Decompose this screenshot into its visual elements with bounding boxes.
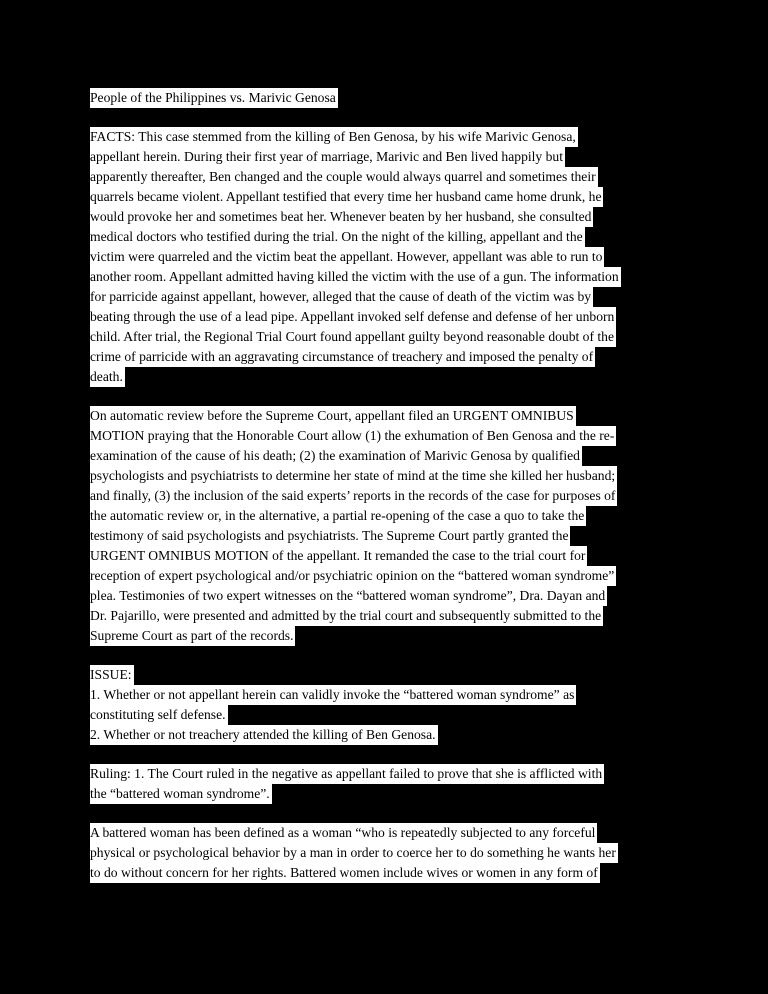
text-line: Dr. Pajarillo, were presented and admitted by the trial court and subsequently submitted to the — [90, 606, 690, 626]
text-line: the automatic review or, in the alternative, a partial re-opening of the case a quo to take the — [90, 506, 690, 526]
text-line: People of the Philippines vs. Marivic Genosa — [90, 88, 690, 108]
issue-heading: ISSUE: — [90, 665, 690, 685]
review-paragraph — [90, 406, 690, 646]
paragraph-gap — [90, 646, 690, 665]
text-line: testimony of said psychologists and psychiatrists. The Supreme Court partly granted the — [90, 526, 690, 546]
issue-section — [90, 665, 690, 745]
text-line: medical doctors who testified during the trial. On the night of the killing, appellant and the — [90, 227, 690, 247]
text-line: 1. Whether or not appellant herein can validly invoke the “battered woman syndrome” as — [90, 685, 690, 705]
paragraph-gap — [90, 745, 690, 764]
text-line: 2. Whether or not treachery attended the killing of Ben Genosa. — [90, 725, 690, 745]
text-line: another room. Appellant admitted having killed the victim with the use of a gun. The information — [90, 267, 690, 287]
paragraph-gap — [90, 387, 690, 406]
text-line: psychologists and psychiatrists to determine her state of mind at the time she killed her husband; — [90, 466, 690, 486]
document-page — [90, 88, 690, 883]
definition-paragraph — [90, 823, 690, 883]
text-line: death. — [90, 367, 690, 387]
text-line: constituting self defense. — [90, 705, 690, 725]
text-line: for parricide against appellant, however, alleged that the cause of death of the victim was by — [90, 287, 690, 307]
text-line: victim were quarreled and the victim beat the appellant. However, appellant was able to run to — [90, 247, 690, 267]
text-line: the “battered woman syndrome”. — [90, 784, 690, 804]
case-title — [90, 88, 690, 108]
text-line: examination of the cause of his death; (2) the examination of Marivic Genosa by qualified — [90, 446, 690, 466]
text-line: quarrels became violent. Appellant testified that every time her husband came home drunk, he — [90, 187, 690, 207]
text-line: plea. Testimonies of two expert witnesses on the “battered woman syndrome”, Dra. Dayan and — [90, 586, 690, 606]
text-line: would provoke her and sometimes beat her. Whenever beaten by her husband, she consulted — [90, 207, 690, 227]
text-line: On automatic review before the Supreme Court, appellant filed an URGENT OMNIBUS — [90, 406, 690, 426]
text-line: reception of expert psychological and/or psychiatric opinion on the “battered woman syndrome” — [90, 566, 690, 586]
text-line: MOTION praying that the Honorable Court allow (1) the exhumation of Ben Genosa and the re- — [90, 426, 690, 446]
text-line: FACTS: This case stemmed from the killing of Ben Genosa, by his wife Marivic Genosa, — [90, 127, 690, 147]
text-line: appellant herein. During their first year of marriage, Marivic and Ben lived happily but — [90, 147, 690, 167]
text-line: apparently thereafter, Ben changed and the couple would always quarrel and sometimes their — [90, 167, 690, 187]
text-line: Ruling: 1. The Court ruled in the negative as appellant failed to prove that she is afflicted with — [90, 764, 690, 784]
ruling-paragraph — [90, 764, 690, 804]
paragraph-gap — [90, 804, 690, 823]
text-line: A battered woman has been defined as a woman “who is repeatedly subjected to any forceful — [90, 823, 690, 843]
text-line: URGENT OMNIBUS MOTION of the appellant. It remanded the case to the trial court for — [90, 546, 690, 566]
text-line: to do without concern for her rights. Battered women include wives or women in any form of — [90, 863, 690, 883]
text-line: Supreme Court as part of the records. — [90, 626, 690, 646]
text-line: and finally, (3) the inclusion of the said experts’ reports in the records of the case for purposes of — [90, 486, 690, 506]
text-line: beating through the use of a lead pipe. Appellant invoked self defense and defense of her unborn — [90, 307, 690, 327]
text-line: child. After trial, the Regional Trial Court found appellant guilty beyond reasonable doubt of the — [90, 327, 690, 347]
paragraph-gap — [90, 108, 690, 127]
facts-paragraph — [90, 127, 690, 387]
text-line: crime of parricide with an aggravating circumstance of treachery and imposed the penalty of — [90, 347, 690, 367]
text-line: physical or psychological behavior by a man in order to coerce her to do something he wants her — [90, 843, 690, 863]
